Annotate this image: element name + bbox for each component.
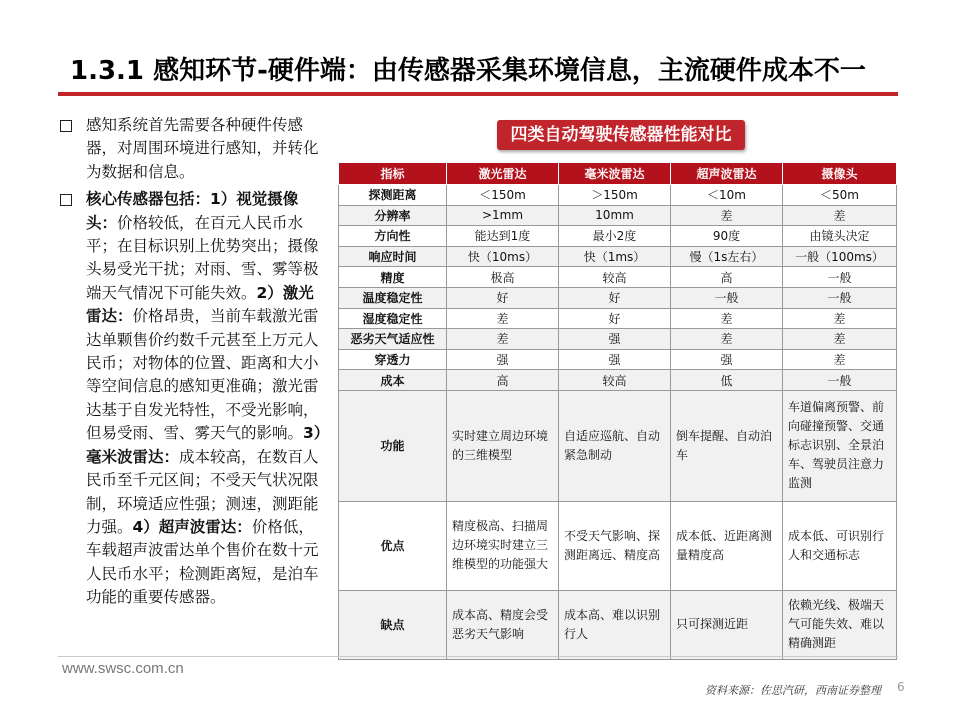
- table-cell: 实时建立周边环境的三维模型: [447, 390, 559, 501]
- table-cell: 强: [447, 349, 559, 370]
- table-cell: 低: [671, 370, 783, 391]
- footer-divider: [58, 656, 898, 657]
- mmwave-desc: 成本较高，在数百人民币至千元区间；不受天气状况限制，环境适应性强；测速，测距能力强。: [86, 447, 319, 536]
- table-cell: 差: [783, 205, 897, 226]
- header-cell: 指标: [339, 163, 447, 185]
- table-cell: 差: [671, 329, 783, 350]
- table-row: [339, 267, 897, 288]
- table-cell: 最小2度: [559, 226, 671, 247]
- table-cell: 成本高、精度会受恶劣天气影响: [447, 590, 559, 659]
- table-cell: 能达到1度: [447, 226, 559, 247]
- table-row: [339, 370, 897, 391]
- table-banner: 四类自动驾驶传感器性能对比: [497, 120, 745, 150]
- table-row-advantages: [339, 501, 897, 590]
- table-cell: 快（1ms）: [559, 246, 671, 267]
- table-cell: ＜150m: [447, 185, 559, 206]
- table-cell: 差: [671, 308, 783, 329]
- table-row: [339, 308, 897, 329]
- table-cell: 成本高、难以识别行人: [559, 590, 671, 659]
- table-cell: ＜50m: [783, 185, 897, 206]
- table-cell: 一般: [783, 267, 897, 288]
- sensor-comparison-table: [338, 162, 897, 660]
- table-cell: 慢（1s左右）: [671, 246, 783, 267]
- table-cell: 由镜头决定: [783, 226, 897, 247]
- table-header-row: [339, 163, 897, 185]
- checkbox-bullet-icon: [60, 194, 72, 206]
- table-cell: 较高: [559, 370, 671, 391]
- table-row: [339, 205, 897, 226]
- table-cell: 精度极高、扫描周边环境实时建立三维模型的功能强大: [447, 501, 559, 590]
- bullet-intro-text: 感知系统首先需要各种硬件传感器，对周围环境进行感知，并转化为数据和信息。: [86, 116, 319, 181]
- header-cell: 毫米波雷达: [559, 163, 671, 185]
- bullet-core-sensors: [60, 188, 322, 609]
- table-row: [339, 349, 897, 370]
- table-cell: 自适应巡航、自动紧急制动: [559, 390, 671, 501]
- table-cell: 90度: [671, 226, 783, 247]
- table-row: [339, 246, 897, 267]
- row-label: 分辨率: [339, 205, 447, 226]
- header-cell: 激光雷达: [447, 163, 559, 185]
- table-cell: 一般: [783, 370, 897, 391]
- table-cell: 极高: [447, 267, 559, 288]
- source-note: 资料来源：佐思汽研，西南证券整理: [705, 684, 881, 697]
- row-label: 缺点: [339, 590, 447, 659]
- ultrasonic-desc: 价格低，车载超声波雷达单个售价在数十元人民币水平；检测距离短，是泊车功能的重要传感器。: [86, 517, 319, 607]
- table-cell: 好: [559, 308, 671, 329]
- table-cell: 车道偏离预警、前向碰撞预警、交通标志识别、全景泊车、驾驶员注意力监测: [783, 390, 897, 501]
- row-label: 温度稳定性: [339, 287, 447, 308]
- camera-term: 1）视觉摄像头：: [86, 190, 299, 232]
- table-cell: 高: [671, 267, 783, 288]
- table-cell: 成本低、近距离测量精度高: [671, 501, 783, 590]
- table-row: [339, 329, 897, 350]
- table-row-disadvantages: [339, 590, 897, 659]
- header-cell: 超声波雷达: [671, 163, 783, 185]
- table-cell: 差: [783, 329, 897, 350]
- table-row: [339, 287, 897, 308]
- table-cell: 差: [783, 349, 897, 370]
- table-cell: ＜10m: [671, 185, 783, 206]
- row-label: 穿透力: [339, 349, 447, 370]
- table-cell: 差: [447, 329, 559, 350]
- lidar-desc: 价格昂贵，当前车载激光雷达单颗售价约数千元甚至上万元人民币；对物体的位置、距离和大小等空间信息的感知更准确；激光雷达基于自发光特性，不受光影响，但易受雨、雪、雾天气的影响。: [86, 307, 319, 443]
- table-cell: 好: [559, 287, 671, 308]
- table-row: [339, 185, 897, 206]
- table-cell: 倒车提醒、自动泊车: [671, 390, 783, 501]
- header-cell: 摄像头: [783, 163, 897, 185]
- table-cell: 一般: [671, 287, 783, 308]
- bullet-intro: [60, 114, 322, 184]
- camera-desc: 价格较低，在百元人民币水平；在目标识别上优势突出；摄像头易受光干扰；对雨、雪、雾等极端天气情况下可能失效。: [86, 213, 319, 302]
- table-cell: 一般（100ms）: [783, 246, 897, 267]
- lidar-term: 2）激光雷达：: [86, 283, 314, 326]
- mmwave-term: 3）毫米波雷达：: [86, 424, 322, 466]
- table-cell: 高: [447, 370, 559, 391]
- table-cell: 强: [671, 349, 783, 370]
- row-label: 湿度稳定性: [339, 308, 447, 329]
- table-cell: 成本低、可识别行人和交通标志: [783, 501, 897, 590]
- row-label: 恶劣天气适应性: [339, 329, 447, 350]
- row-label: 探测距离: [339, 185, 447, 206]
- table-row: [339, 226, 897, 247]
- row-label: 响应时间: [339, 246, 447, 267]
- core-sensors-lead: 核心传感器包括：: [86, 190, 211, 209]
- table-cell: 好: [447, 287, 559, 308]
- row-label: 精度: [339, 267, 447, 288]
- table-cell: 不受天气影响、探测距离远、精度高: [559, 501, 671, 590]
- table-cell: 10mm: [559, 205, 671, 226]
- row-label: 方向性: [339, 226, 447, 247]
- table-cell: >1mm: [447, 205, 559, 226]
- page-number: 6: [897, 680, 905, 694]
- row-label: 功能: [339, 390, 447, 501]
- row-label: 成本: [339, 370, 447, 391]
- table-cell: 差: [671, 205, 783, 226]
- table-cell: 只可探测近距: [671, 590, 783, 659]
- ultrasonic-term: 4）超声波雷达：: [132, 517, 252, 536]
- page-title: 1.3.1 感知环节-硬件端：由传感器采集环境信息，主流硬件成本不一: [70, 56, 866, 86]
- table-cell: ＞150m: [559, 185, 671, 206]
- table-cell: 依赖光线、极端天气可能失效、难以精确测距: [783, 590, 897, 659]
- footer-url[interactable]: www.swsc.com.cn: [62, 660, 184, 677]
- table-cell: 一般: [783, 287, 897, 308]
- table-cell: 快（10ms）: [447, 246, 559, 267]
- table-cell: 较高: [559, 267, 671, 288]
- left-text-panel: [60, 114, 322, 614]
- table-cell: 强: [559, 329, 671, 350]
- table-cell: 强: [559, 349, 671, 370]
- table-cell: 差: [783, 308, 897, 329]
- checkbox-bullet-icon: [60, 120, 72, 132]
- table-cell: 差: [447, 308, 559, 329]
- table-row-function: [339, 390, 897, 501]
- title-divider: [58, 92, 898, 96]
- row-label: 优点: [339, 501, 447, 590]
